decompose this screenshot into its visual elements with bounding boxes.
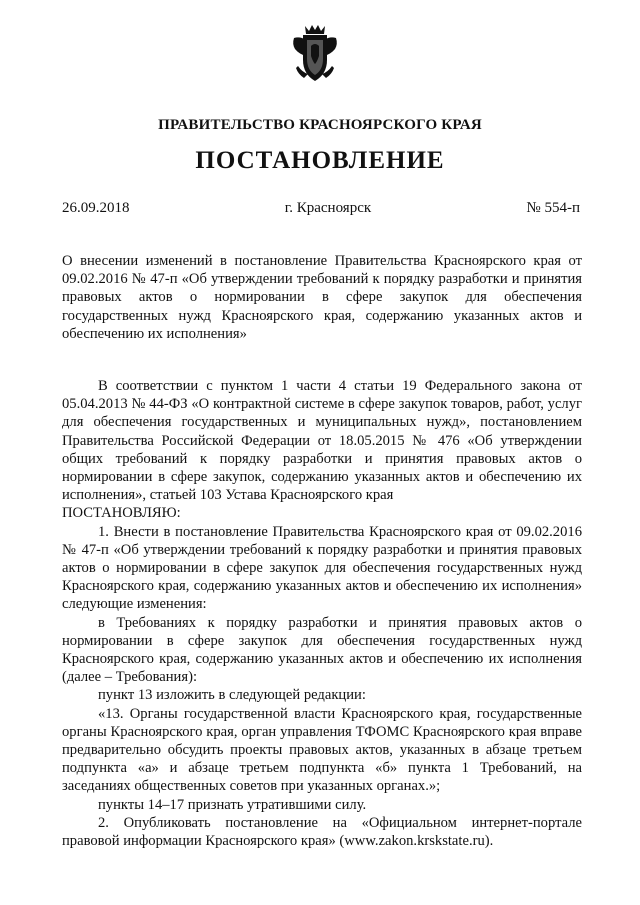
item-2-paragraph: 2. Опубликовать постановление на «Официальном интернет-портале правовой информации Красноярского края» (www.zakon.krskstate.ru). (62, 814, 582, 850)
document-meta-row (62, 200, 580, 217)
point-13-text: «13. Органы государственной власти Красноярского края, государственные органы Красноярского края, орган управления ТФОМС Красноярского края вправе предварительно обсудить проекты правовых актов, указанных в абзаце третьем подпункта «а» и абзаце третьем подпункта «б» пункта 1 Требований, на заседаниях общественных советов при указанных органах.»; (62, 705, 582, 795)
decree-word: ПОСТАНОВЛЯЮ: (62, 505, 181, 522)
document-type-title: ПОСТАНОВЛЕНИЕ (195, 147, 445, 174)
document-body (62, 377, 582, 850)
points-void-paragraph: пункты 14–17 признать утратившими силу. (98, 796, 367, 813)
krasnoyarsk-coat-of-arms-icon (290, 22, 340, 84)
government-title: ПРАВИТЕЛЬСТВО КРАСНОЯРСКОГО КРАЯ (158, 117, 482, 133)
document-city: г. Красноярск (284, 200, 372, 216)
document-number: № 554-п (526, 200, 580, 216)
point-13-intro: пункт 13 изложить в следующей редакции: (98, 687, 366, 704)
item-1-paragraph: 1. Внести в постановление Правительства Красноярского края от 09.02.2016 № 47-п «Об утверждении требований к порядку разработки и принятия правовых актов о нормировании в сфере закупок для обеспечения государственных нужд Красноярского края, содержанию указанных актов и обеспечению их исполнения» следующие изменения: (62, 523, 582, 613)
document-date: 26.09.2018 (62, 200, 130, 216)
preamble-paragraph: В соответствии с пунктом 1 части 4 статьи 19 Федерального закона от 05.04.2013 № 44-ФЗ «О контрактной системе в сфере закупок товаров, работ, услуг для обеспечения государственных и муниципальных нужд», постановлением Правительства Российской Федерации от 18.05.2015 № 476 «Об утверждении общих требований к порядку разработки и принятия правовых актов о нормировании в сфере закупок, содержанию указанных актов и обеспечению их исполнения», статьей 103 Устава Красноярского края (62, 378, 582, 504)
item-1-sub-paragraph: в Требованиях к порядку разработки и принятия правовых актов о нормировании в сфере закупок для обеспечения государственных нужд Красноярского края, содержанию указанных актов и обеспечению их исполнения (далее – Требования): (62, 614, 582, 686)
document-subject: О внесении изменений в постановление Правительства Красноярского края от 09.02.2016 № 47-п «Об утверждении требований к порядку разработки и принятия правовых актов о нормировании в сфере закупок для обеспечения государственных нужд Красноярского края, содержанию указанных актов и обеспечению их исполнения» (62, 253, 582, 342)
